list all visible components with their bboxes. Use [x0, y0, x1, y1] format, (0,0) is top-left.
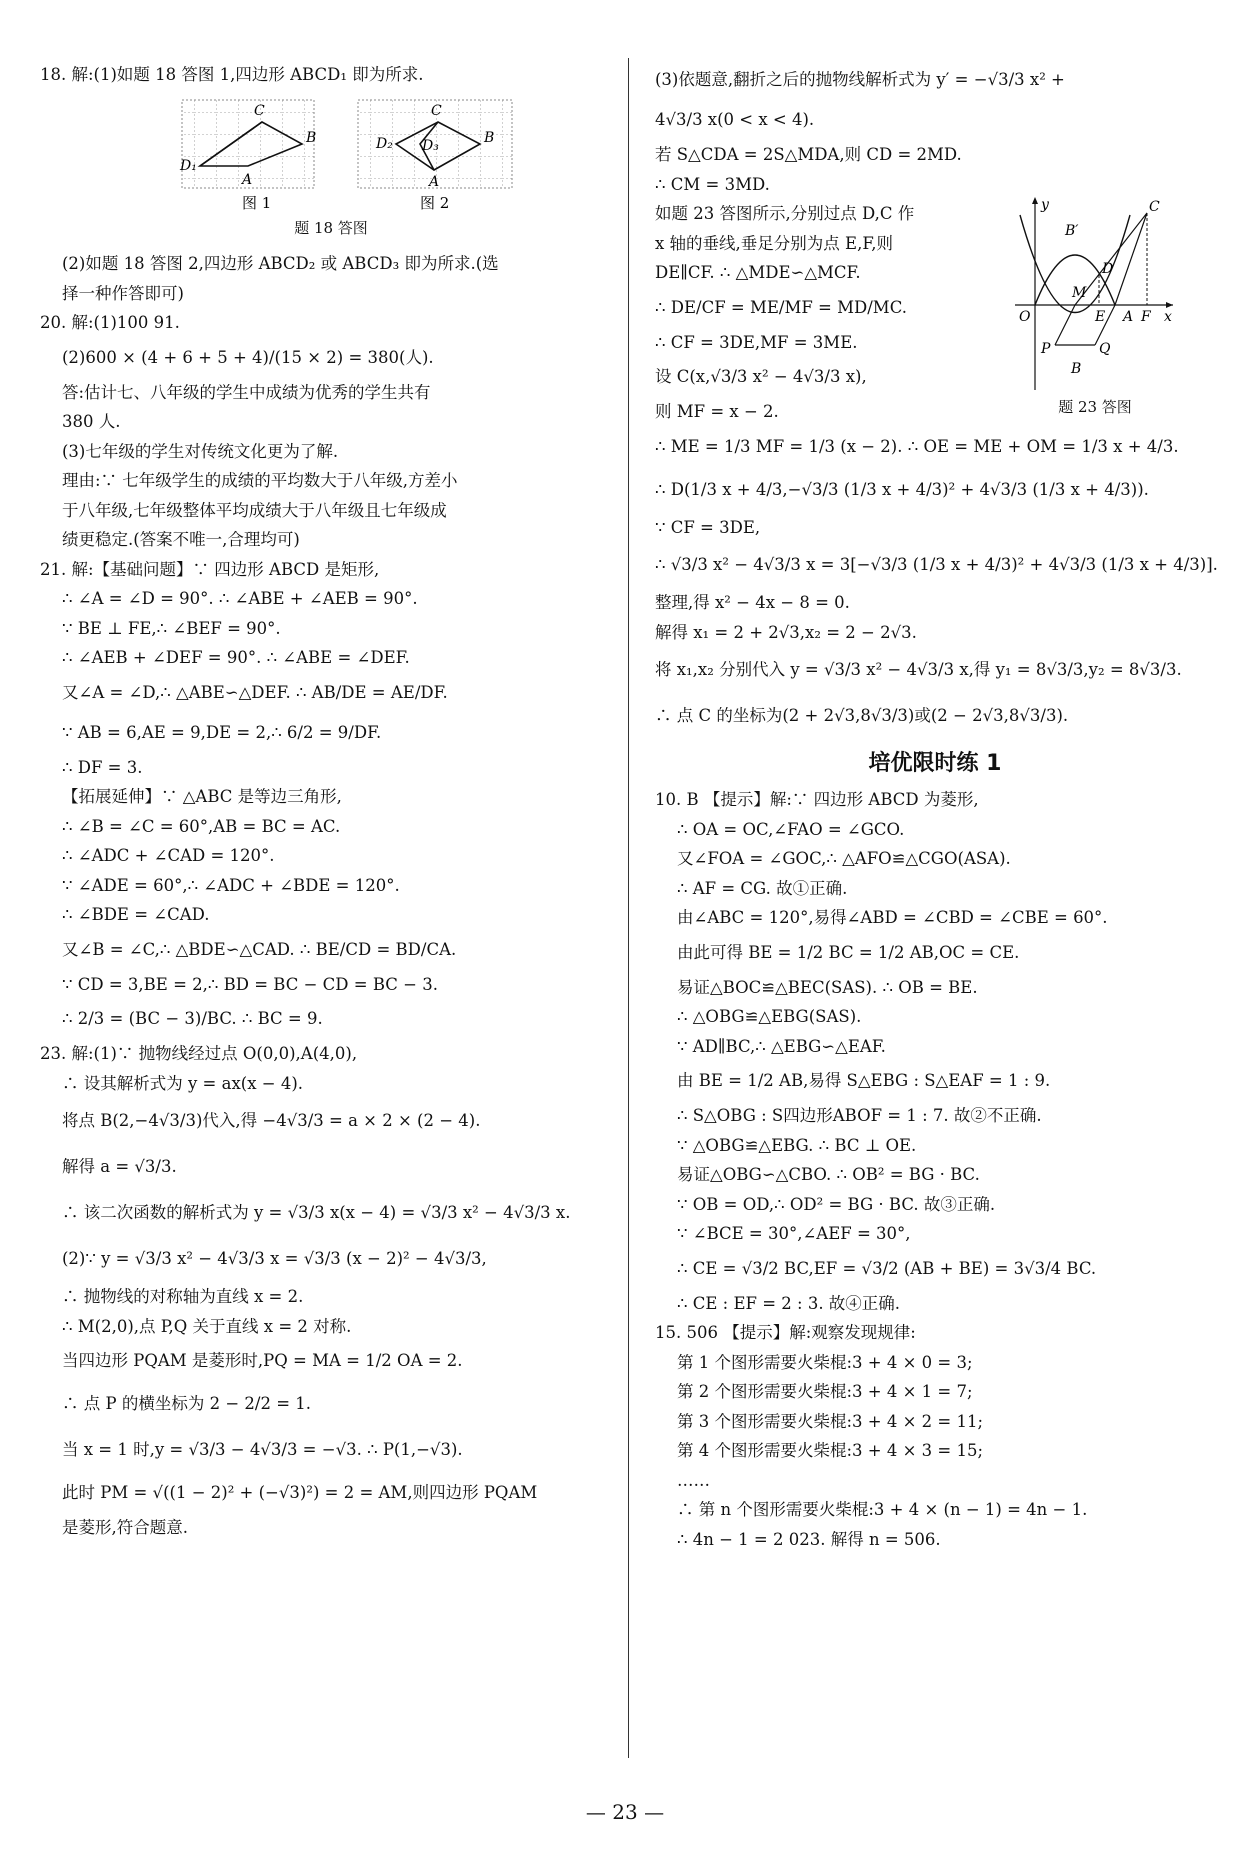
- q23-line: (2)∵ y = √3/3 x² − 4√3/3 x = √3/3 (x − 2)² − 4√3/3,: [62, 1249, 487, 1268]
- q21-line: ∴ ∠AEB + ∠DEF = 90°. ∴ ∠ABE = ∠DEF.: [62, 648, 410, 667]
- q23-part3-line: 如题 23 答图所示,分别过点 D,C 作: [655, 204, 915, 223]
- q23-heading: 23. 解:(1)∵ 抛物线经过点 O(0,0),A(4,0),: [40, 1044, 358, 1063]
- label-b: B: [306, 129, 317, 146]
- q23-part3-line: ∴ 点 C 的坐标为(2 + 2√3,8√3/3)或(2 − 2√3,8√3/3).: [655, 706, 1069, 725]
- q23-part3-line: ∴ DE/CF = ME/MF = MD/MC.: [655, 297, 907, 317]
- q15-line: 第 4 个图形需要火柴棍:3 + 4 × 3 = 15;: [677, 1441, 984, 1460]
- q21-extension-heading: 【拓展延伸】∵ △ABC 是等边三角形,: [62, 787, 342, 806]
- label-d: D: [1102, 261, 1114, 277]
- label-b: B: [1071, 361, 1082, 377]
- column-divider: [628, 58, 629, 1758]
- q20-heading: 20. 解:(1)100 91.: [40, 313, 180, 332]
- q23-line: ∴ 抛物线的对称轴为直线 x = 2.: [62, 1287, 304, 1306]
- q20-part2: (2)600 × (4 + 6 + 5 + 4)/(15 × 2) = 380(人).: [62, 347, 434, 367]
- q23-part3-line: ∵ CF = 3DE,: [655, 517, 761, 537]
- q23-part3-line: ∴ CM = 3MD.: [655, 174, 770, 194]
- q10-line: 易证△BOC≌△BEC(SAS). ∴ OB = BE.: [677, 977, 978, 997]
- q10-line: 由此可得 BE = 1/2 BC = 1/2 AB,OC = CE.: [677, 942, 1020, 962]
- q10-line: ∴ S△OBG : S四边形ABOF = 1 : 7. 故②不正确.: [677, 1106, 1042, 1125]
- q15-line: ……: [677, 1470, 710, 1490]
- y-axis-arrow-icon: [1032, 197, 1038, 204]
- left-column: [40, 60, 612, 1543]
- q15-heading: 15. 506 【提示】解:观察发现规律:: [655, 1323, 916, 1342]
- q15-line: 第 1 个图形需要火柴棍:3 + 4 × 0 = 3;: [677, 1352, 973, 1372]
- q23-line: ∴ 设其解析式为 y = ax(x − 4).: [62, 1073, 304, 1093]
- q23-part3-line: DE∥CF. ∴ △MDE∽△MCF.: [655, 263, 861, 282]
- q21-line: ∵ AB = 6,AE = 9,DE = 2,∴ 6/2 = 9/DF.: [62, 722, 382, 742]
- q10-line: ∴ AF = CG. 故①正确.: [677, 878, 848, 898]
- q21-line: ∴ DF = 3.: [62, 757, 143, 777]
- q23-line: ∴ 点 P 的横坐标为 2 − 2/2 = 1.: [62, 1394, 312, 1413]
- q15-line: ∴ 第 n 个图形需要火柴棍:3 + 4 × (n − 1) = 4n − 1.: [677, 1500, 1088, 1519]
- q10-line: ∴ △OBG≌△EBG(SAS).: [677, 1007, 862, 1026]
- q23-line: 此时 PM = √((1 − 2)² + (−√3)²) = 2 = AM,则四边形 PQAM: [62, 1483, 538, 1502]
- q15-line: ∴ 4n − 1 = 2 023. 解得 n = 506.: [677, 1529, 941, 1549]
- label-c: C: [431, 102, 442, 119]
- q10-line: ∴ CE : EF = 2 : 3. 故④正确.: [677, 1293, 901, 1313]
- section-title: 培优限时练 1: [868, 751, 1002, 776]
- q15-line: 第 2 个图形需要火柴棍:3 + 4 × 1 = 7;: [677, 1382, 973, 1401]
- q10-line: 由∠ABC = 120°,易得∠ABD = ∠CBD = ∠CBE = 60°.: [677, 908, 1108, 927]
- q20-answer: 答:估计七、八年级的学生中成绩为优秀的学生共有: [62, 382, 431, 402]
- q10-line: 易证△OBG∽△CBO. ∴ OB² = BG · BC.: [677, 1165, 980, 1184]
- q10-line: ∴ CE = √3/2 BC,EF = √3/2 (AB + BE) = 3√3/4 BC.: [677, 1258, 1097, 1278]
- q23-line: 当四边形 PQAM 是菱形时,PQ = MA = 1/2 OA = 2.: [62, 1351, 463, 1370]
- label-c: C: [1149, 199, 1160, 215]
- q23-line: ∴ M(2,0),点 P,Q 关于直线 x = 2 对称.: [62, 1316, 352, 1336]
- q23-part3-line: ∴ √3/3 x² − 4√3/3 x = 3[−√3/3 (1/3 x + 4/3)² + 4√3/3 (1/3 x + 4/3)].: [655, 555, 1218, 574]
- q10-line: ∵ ∠BCE = 30°,∠AEF = 30°,: [677, 1224, 911, 1243]
- figure-2-caption: 图 2: [420, 193, 450, 212]
- label-f: F: [1141, 309, 1151, 325]
- q20-part3: (3)七年级的学生对传统文化更为了解.: [62, 441, 339, 461]
- q23-part3-line: 4√3/3 x(0 < x < 4).: [655, 110, 815, 129]
- q10-line: ∵ AD∥BC,∴ △EBG∽△EAF.: [677, 1036, 886, 1056]
- q10-line: 又∠FOA = ∠GOC,∴ △AFO≌△CGO(ASA).: [677, 849, 1011, 868]
- label-m: M: [1072, 285, 1087, 301]
- q23-part3-line: 整理,得 x² − 4x − 8 = 0.: [655, 593, 850, 612]
- q10-line: 由 BE = 1/2 AB,易得 S△EBG : S△EAF = 1 : 9.: [677, 1071, 1051, 1090]
- q21-line: ∴ ∠ADC + ∠CAD = 120°.: [62, 846, 275, 865]
- q18-figure-group-caption: 题 18 答图: [294, 218, 368, 237]
- q23-graph: [1015, 195, 1175, 395]
- q21-line: 又∠B = ∠C,∴ △BDE∽△CAD. ∴ BE/CD = BD/CA.: [62, 939, 457, 959]
- label-o: O: [1019, 309, 1031, 325]
- q23-line: 解得 a = √3/3.: [62, 1157, 177, 1176]
- q10-line: ∵ OB = OD,∴ OD² = BG · BC. 故③正确.: [677, 1194, 996, 1214]
- q21-line: ∴ 2/3 = (BC − 3)/BC. ∴ BC = 9.: [62, 1009, 323, 1028]
- q23-part3-line: 若 S△CDA = 2S△MDA,则 CD = 2MD.: [655, 145, 962, 164]
- q23-part3-line: 解得 x₁ = 2 + 2√3,x₂ = 2 − 2√3.: [655, 622, 917, 642]
- q21-line: ∵ BE ⊥ FE,∴ ∠BEF = 90°.: [62, 618, 281, 638]
- q20-reason: 理由:∵ 七年级学生的成绩的平均数大于八年级,方差小: [62, 471, 458, 490]
- q20-reason-cont: 绩更稳定.(答案不唯一,合理均可): [62, 530, 300, 549]
- q18-part2-cont: 择一种作答即可): [62, 283, 184, 303]
- q21-line: 又∠A = ∠D,∴ △ABE∽△DEF. ∴ AB/DE = AE/DF.: [62, 682, 448, 702]
- label-a: A: [429, 173, 440, 190]
- q23-part3-line: ∴ ME = 1/3 MF = 1/3 (x − 2). ∴ OE = ME + OM = 1/3 x + 4/3.: [655, 436, 1179, 456]
- figure-1: [179, 100, 316, 188]
- q21-line: ∴ ∠B = ∠C = 60°,AB = BC = AC.: [62, 816, 341, 836]
- q20-reason-cont: 于八年级,七年级整体平均成绩大于八年级且七年级成: [62, 500, 447, 520]
- label-d3: D₃: [422, 137, 439, 154]
- q23-part3-line: x 轴的垂线,垂足分别为点 E,F,则: [655, 233, 893, 253]
- q23-part3-line: ∴ D(1/3 x + 4/3,−√3/3 (1/3 x + 4/3)² + 4√3/3 (1/3 x + 4/3)).: [655, 479, 1149, 499]
- q23-line: 将点 B(2,−4√3/3)代入,得 −4√3/3 = a × 2 × (2 − 4).: [62, 1111, 481, 1130]
- q18-figures: [40, 90, 612, 218]
- label-c: C: [254, 102, 265, 119]
- label-q: Q: [1099, 341, 1111, 357]
- q23-line: ∴ 该二次函数的解析式为 y = √3/3 x(x − 4) = √3/3 x² − 4√3/3 x.: [62, 1203, 571, 1222]
- q18-heading: 18. 解:(1)如题 18 答图 1,四边形 ABCD₁ 即为所求.: [40, 65, 424, 84]
- x-axis-arrow-icon: [1166, 302, 1173, 308]
- q23-part3-line: 将 x₁,x₂ 分别代入 y = √3/3 x² − 4√3/3 x,得 y₁ = 8√3/3,y₂ = 8√3/3.: [655, 660, 1182, 679]
- q21-heading: 21. 解:【基础问题】∵ 四边形 ABCD 是矩形,: [40, 559, 380, 579]
- q18-part2: (2)如题 18 答图 2,四边形 ABCD₂ 或 ABCD₃ 即为所求.(选: [62, 254, 499, 273]
- q23-part3-line: ∴ CF = 3DE,MF = 3ME.: [655, 332, 858, 352]
- figure-1-caption: 图 1: [242, 193, 272, 212]
- q23-part3-line: 则 MF = x − 2.: [655, 402, 779, 421]
- label-b-prime: B′: [1065, 223, 1079, 239]
- q23-part3-line: 设 C(x,√3/3 x² − 4√3/3 x),: [655, 367, 867, 386]
- q10-line: ∵ △OBG≌△EBG. ∴ BC ⊥ OE.: [677, 1135, 917, 1155]
- label-a: A: [242, 171, 253, 188]
- label-x: x: [1164, 309, 1172, 325]
- label-a: A: [1123, 309, 1134, 325]
- page-number: — 23 —: [585, 1800, 665, 1824]
- q10-line: ∴ OA = OC,∠FAO = ∠GCO.: [677, 819, 905, 839]
- figure-2: [358, 100, 512, 190]
- label-d1: D₁: [180, 157, 197, 174]
- q18-figure-svg: [40, 90, 612, 218]
- q23-graph-caption: 题 23 答图: [1058, 398, 1132, 416]
- segment-ac: [1115, 213, 1147, 305]
- q21-line: ∵ CD = 3,BE = 2,∴ BD = BC − CD = BC − 3.: [62, 974, 438, 994]
- label-d2: D₂: [376, 135, 393, 152]
- q20-answer-cont: 380 人.: [62, 412, 121, 431]
- q23-line: 是菱形,符合题意.: [62, 1518, 188, 1537]
- q15-line: 第 3 个图形需要火柴棍:3 + 4 × 2 = 11;: [677, 1411, 984, 1431]
- label-y: y: [1041, 197, 1049, 213]
- q23-line: 当 x = 1 时,y = √3/3 − 4√3/3 = −√3. ∴ P(1,−√3).: [62, 1440, 463, 1459]
- q21-line: ∴ ∠BDE = ∠CAD.: [62, 905, 210, 924]
- q10-heading: 10. B 【提示】解:∵ 四边形 ABCD 为菱形,: [655, 790, 979, 809]
- label-e: E: [1095, 309, 1106, 325]
- q21-line: ∵ ∠ADE = 60°,∴ ∠ADC + ∠BDE = 120°.: [62, 875, 400, 895]
- q23-part3-line: (3)依题意,翻折之后的抛物线解析式为 y′ = −√3/3 x² +: [655, 70, 1065, 89]
- label-b: B: [484, 129, 495, 146]
- q21-line: ∴ ∠A = ∠D = 90°. ∴ ∠ABE + ∠AEB = 90°.: [62, 589, 418, 608]
- label-p: P: [1041, 341, 1051, 357]
